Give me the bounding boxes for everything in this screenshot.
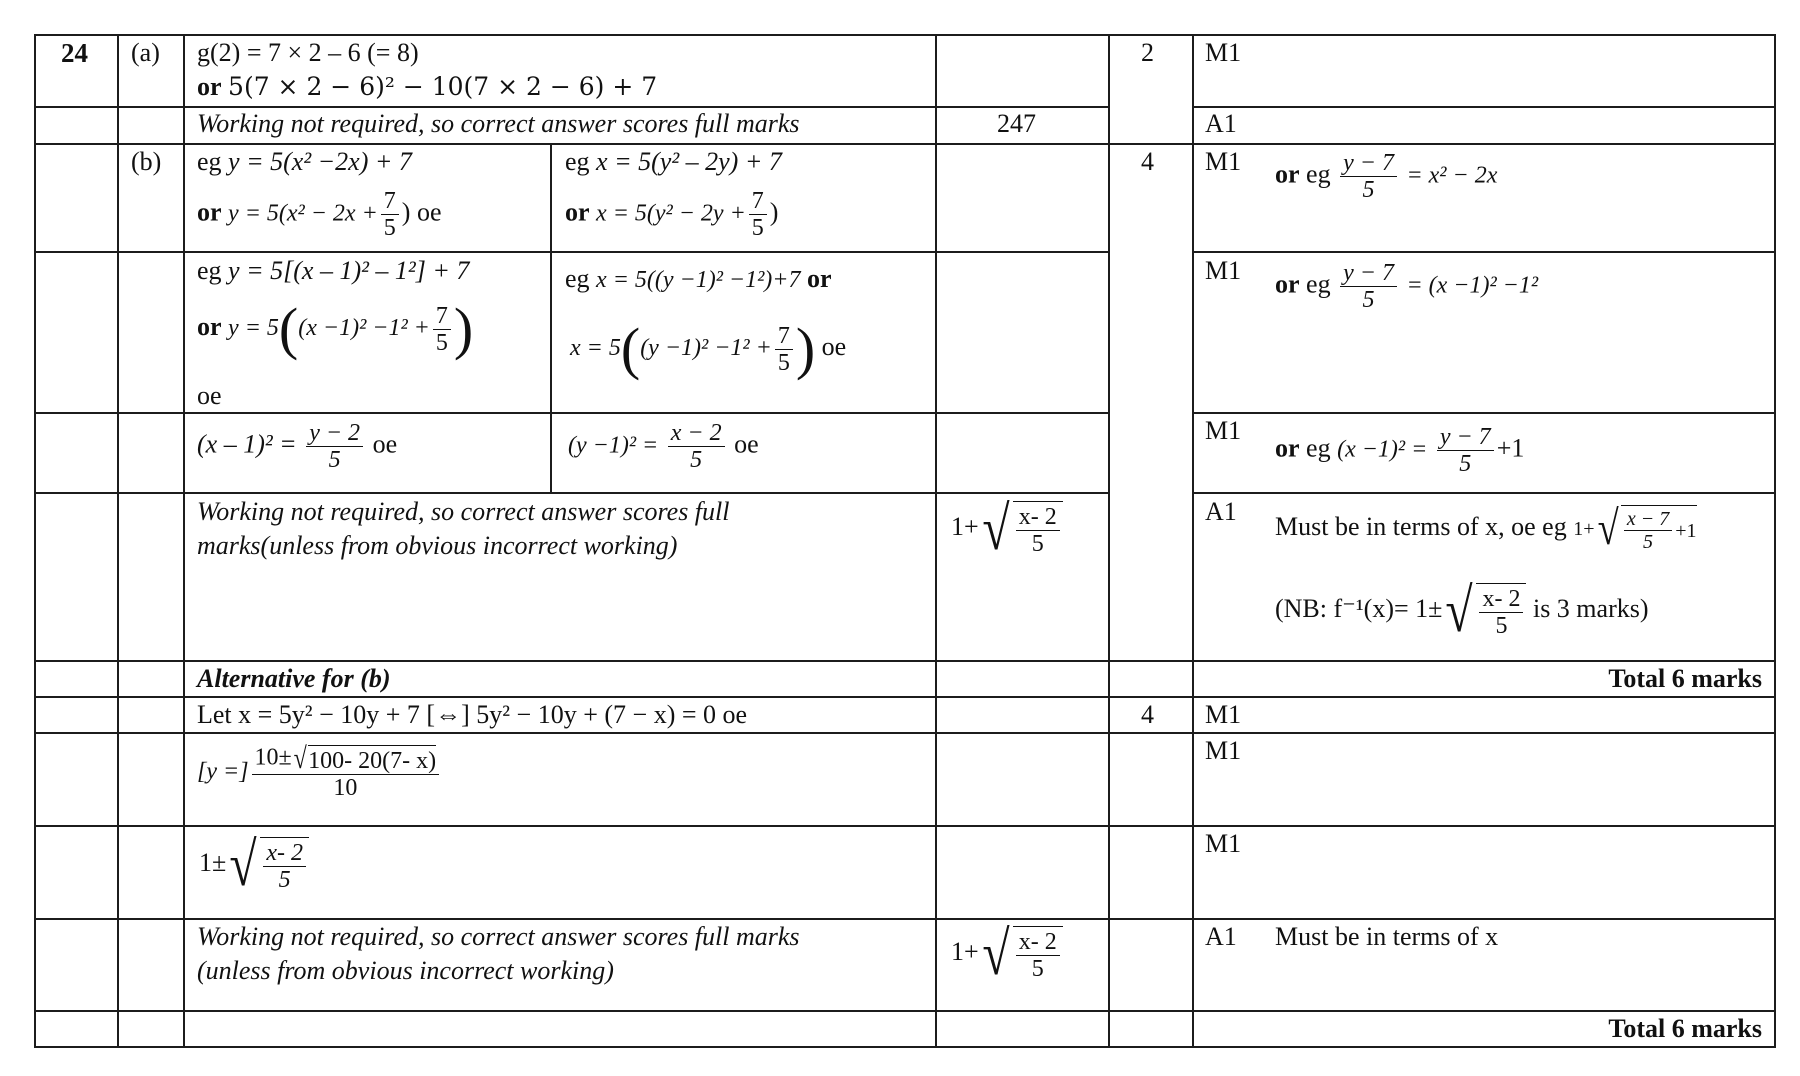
b-r2-left-line2 bbox=[197, 296, 474, 361]
b-r1-left-line1 bbox=[197, 147, 412, 177]
grid-line bbox=[1774, 34, 1776, 1048]
denominator: 5 bbox=[278, 867, 291, 893]
alternative-heading: Alternative for (b) bbox=[197, 664, 391, 693]
numerator: x- 2 bbox=[1479, 586, 1523, 613]
radical-sign: √ bbox=[1445, 577, 1474, 645]
expression: y = 5 bbox=[228, 314, 279, 341]
oe-label: oe bbox=[372, 429, 398, 459]
part-a-alt-expression: 5(7 × 2 − 6)² − 10(7 × 2 − 6) + 7 bbox=[228, 72, 658, 101]
b-r1-mark: M1 bbox=[1205, 147, 1242, 176]
or-keyword: or bbox=[197, 197, 222, 227]
b-r2-mid-line1 bbox=[565, 264, 832, 295]
eg-keyword: eg bbox=[1306, 159, 1331, 189]
radicand-text: 100- 20(7- x) bbox=[308, 747, 437, 774]
eg-keyword: eg bbox=[1306, 269, 1331, 299]
fraction bbox=[381, 188, 399, 241]
fraction bbox=[1340, 260, 1397, 313]
alt-r2-mark: M1 bbox=[1205, 736, 1242, 765]
numerator: 7 bbox=[433, 303, 451, 330]
alt-r1-mark: M1 bbox=[1205, 700, 1242, 729]
fraction bbox=[1624, 508, 1672, 553]
radicand bbox=[308, 745, 436, 774]
expression: 1+ bbox=[951, 936, 979, 966]
alt-total: Total 6 marks bbox=[1608, 1014, 1762, 1043]
or-keyword: or bbox=[1275, 269, 1300, 299]
part-a-working-line2 bbox=[197, 72, 657, 102]
grid-line bbox=[935, 34, 937, 1048]
alt-r3-working bbox=[199, 831, 309, 899]
fraction bbox=[1016, 929, 1060, 982]
expression-tail: +1 bbox=[1675, 519, 1697, 542]
numerator: x − 2 bbox=[668, 420, 725, 447]
expression: 1+ bbox=[951, 511, 979, 541]
denominator: 5 bbox=[435, 329, 448, 356]
alt-r4-answer bbox=[951, 920, 1063, 988]
left-paren: ( bbox=[278, 296, 299, 361]
fraction bbox=[775, 323, 793, 376]
grid-line bbox=[550, 143, 552, 493]
eg-keyword: eg bbox=[197, 147, 222, 176]
b-r1-mid-line2 bbox=[565, 188, 778, 241]
numerator: 7 bbox=[775, 323, 793, 350]
radicand bbox=[1013, 926, 1063, 982]
radical-sign: √ bbox=[982, 495, 1010, 563]
radicand bbox=[1621, 505, 1697, 553]
denominator: 5 bbox=[690, 447, 703, 473]
expression: (NB: f⁻¹(x)= 1± bbox=[1275, 593, 1443, 623]
part-label-a: (a) bbox=[131, 38, 160, 67]
right-paren: ) bbox=[453, 296, 474, 361]
denominator: 5 bbox=[1031, 531, 1044, 557]
fraction bbox=[1479, 586, 1523, 639]
b-r2-mid-line2 bbox=[570, 316, 847, 381]
grid-line bbox=[34, 412, 1110, 414]
expression: 1± bbox=[199, 847, 227, 877]
eg-keyword: eg bbox=[197, 256, 222, 285]
expression-tail: ) bbox=[769, 197, 779, 227]
expression: (x −1)² −1² + bbox=[298, 314, 430, 341]
numerator: 7 bbox=[381, 188, 399, 215]
part-b-total: Total 6 marks bbox=[1608, 664, 1762, 693]
grid-line bbox=[34, 251, 1110, 253]
left-paren: ( bbox=[620, 316, 641, 381]
part-a-mark-a1: A1 bbox=[1205, 109, 1237, 138]
grid-line bbox=[34, 34, 36, 1048]
alt-r4-note-line2: (unless from obvious incorrect working) bbox=[197, 956, 614, 985]
grid-line bbox=[1192, 106, 1776, 108]
grid-line bbox=[34, 143, 1776, 145]
grid-line bbox=[1108, 34, 1110, 1048]
b-r4-note-line1: Working not required, so correct answer scores full bbox=[197, 497, 730, 526]
denominator: 5 bbox=[1362, 287, 1375, 313]
fraction bbox=[1437, 424, 1494, 477]
expression: x = 5((y −1)² −1²)+7 bbox=[596, 267, 801, 293]
denominator: 5 bbox=[1031, 956, 1044, 982]
eg-keyword: eg bbox=[565, 147, 590, 176]
expression: = x² − 2x bbox=[1406, 162, 1498, 189]
b-r2-left-oe: oe bbox=[197, 381, 222, 410]
grid-line bbox=[34, 34, 1776, 36]
comment-text: Must be in terms of x, oe eg bbox=[1275, 511, 1567, 541]
fraction bbox=[306, 420, 363, 473]
denominator: 5 bbox=[328, 447, 341, 473]
fraction bbox=[252, 744, 440, 801]
b-r2-comment bbox=[1275, 260, 1538, 313]
expression: x = 5(y² – 2y) + 7 bbox=[596, 147, 782, 176]
numerator: y − 7 bbox=[1340, 260, 1397, 287]
expression: (x – 1)² = bbox=[197, 429, 297, 459]
grid-line bbox=[34, 492, 1110, 494]
radical-sign: √ bbox=[229, 831, 257, 899]
b-r3-left bbox=[197, 420, 397, 473]
b-r4-answer bbox=[951, 495, 1063, 563]
question-number: 24 bbox=[61, 38, 88, 68]
fraction bbox=[668, 420, 725, 473]
b-r1-comment bbox=[1275, 150, 1497, 203]
numerator: 7 bbox=[749, 188, 767, 215]
oe-label: oe bbox=[734, 429, 759, 459]
alt-marks: 4 bbox=[1141, 700, 1154, 729]
grid-line bbox=[1192, 492, 1776, 494]
expression: = (x −1)² −1² bbox=[1406, 272, 1539, 299]
b-r4-mark: A1 bbox=[1205, 497, 1237, 526]
fraction bbox=[749, 188, 767, 241]
expression: y = 5(x² −2x) + 7 bbox=[228, 147, 412, 176]
b-r1-left-line2 bbox=[197, 188, 441, 241]
alt-r2-working bbox=[197, 744, 442, 801]
oe-label: oe bbox=[821, 331, 847, 361]
expression-tail: is 3 marks) bbox=[1532, 593, 1649, 623]
square-root bbox=[226, 831, 309, 899]
denominator: 5 bbox=[777, 349, 790, 376]
grid-line bbox=[34, 660, 1776, 662]
expression: y = 5(x² − 2x + bbox=[228, 200, 378, 227]
expression: y = 5[(x – 1)² – 1²] + 7 bbox=[228, 256, 470, 285]
numerator: x − 7 bbox=[1624, 508, 1672, 531]
fraction bbox=[1016, 504, 1060, 557]
or-keyword: or bbox=[1275, 159, 1300, 189]
grid-line bbox=[34, 825, 1776, 827]
b-r3-mid bbox=[568, 420, 759, 473]
b-r4-comment bbox=[1275, 498, 1697, 560]
alt-r4-comment: Must be in terms of x bbox=[1275, 922, 1499, 951]
expression: [y =] bbox=[197, 758, 249, 785]
or-keyword: or bbox=[197, 72, 222, 101]
square-root bbox=[1442, 577, 1526, 645]
denominator: 10 bbox=[333, 775, 358, 801]
fraction bbox=[433, 303, 451, 356]
expression-tail: +1 bbox=[1496, 433, 1525, 463]
square-root bbox=[979, 920, 1063, 988]
alt-r3-mark: M1 bbox=[1205, 829, 1242, 858]
b-r1-mid-line1 bbox=[565, 147, 782, 177]
radicand bbox=[1013, 501, 1063, 557]
expression: (y −1)² −1² + bbox=[640, 334, 772, 361]
denominator: 5 bbox=[1459, 451, 1472, 477]
fraction bbox=[263, 840, 306, 893]
square-root bbox=[292, 744, 436, 774]
or-keyword: or bbox=[807, 264, 832, 293]
right-paren: ) bbox=[795, 316, 816, 381]
denominator: 5 bbox=[751, 215, 764, 241]
part-a-working-line1: g(2) = 7 × 2 – 6 (= 8) bbox=[197, 38, 419, 67]
fraction bbox=[1340, 150, 1397, 203]
radical-sign: √ bbox=[1597, 502, 1619, 555]
alt-r1-working: Let x = 5y² − 10y + 7 [⇔] 5y² − 10y + (7 − x) = 0 oe bbox=[197, 700, 748, 729]
b-r3-mark: M1 bbox=[1205, 416, 1242, 445]
numerator: x- 2 bbox=[1016, 504, 1060, 531]
expression: x = 5 bbox=[570, 334, 621, 361]
numerator: y − 7 bbox=[1437, 424, 1494, 451]
expression: 1+ bbox=[1573, 517, 1595, 540]
denominator: 5 bbox=[1495, 613, 1508, 639]
expression: (y −1)² = bbox=[568, 432, 659, 459]
numerator: x- 2 bbox=[263, 840, 306, 867]
part-b-marks: 4 bbox=[1141, 147, 1154, 176]
denominator: 5 bbox=[1643, 531, 1654, 553]
grid-line bbox=[34, 1046, 1776, 1048]
grid-line bbox=[117, 34, 119, 1048]
expression-tail: ) oe bbox=[401, 197, 442, 227]
radical-sign: √ bbox=[293, 742, 307, 775]
expression: x = 5(y² − 2y + bbox=[596, 200, 746, 227]
part-label-b: (b) bbox=[131, 147, 162, 176]
denominator: 5 bbox=[383, 215, 396, 241]
b-r4-note-line2: marks(unless from obvious incorrect working) bbox=[197, 531, 678, 560]
or-keyword: or bbox=[565, 197, 590, 227]
b-r4-nb bbox=[1275, 577, 1649, 645]
grid-line bbox=[1192, 412, 1776, 414]
or-keyword: or bbox=[1275, 433, 1300, 463]
grid-line bbox=[34, 918, 1776, 920]
numerator: y − 7 bbox=[1340, 150, 1397, 177]
grid-line bbox=[34, 106, 1110, 108]
alt-r4-note-line1: Working not required, so correct answer scores full marks bbox=[197, 922, 800, 951]
b-r2-mark: M1 bbox=[1205, 256, 1242, 285]
grid-line bbox=[1192, 34, 1194, 1048]
radicand bbox=[1476, 583, 1526, 639]
numerator: x- 2 bbox=[1016, 929, 1060, 956]
grid-line bbox=[183, 34, 185, 1048]
b-r3-comment bbox=[1275, 424, 1524, 477]
eg-keyword: eg bbox=[565, 264, 590, 293]
radicand bbox=[260, 837, 309, 893]
radical-sign: √ bbox=[982, 920, 1010, 988]
denominator: 5 bbox=[1362, 177, 1375, 203]
part-a-note: Working not required, so correct answer scores full marks bbox=[197, 109, 800, 138]
part-a-answer: 247 bbox=[997, 109, 1036, 138]
part-a-marks: 2 bbox=[1141, 38, 1154, 67]
numerator-prefix: 10± bbox=[254, 744, 292, 771]
b-r2-left-line1 bbox=[197, 256, 469, 286]
grid-line bbox=[34, 732, 1776, 734]
square-root bbox=[979, 495, 1063, 563]
expression: (x −1)² = bbox=[1337, 436, 1428, 463]
or-keyword: or bbox=[197, 311, 222, 341]
numerator: y − 2 bbox=[306, 420, 363, 447]
part-a-mark-m1: M1 bbox=[1205, 38, 1242, 67]
alt-r4-mark: A1 bbox=[1205, 922, 1237, 951]
grid-line bbox=[34, 696, 1776, 698]
square-root bbox=[1595, 498, 1697, 560]
grid-line bbox=[34, 1010, 1776, 1012]
eg-keyword: eg bbox=[1306, 433, 1331, 463]
grid-line bbox=[1192, 251, 1776, 253]
numerator bbox=[252, 744, 440, 775]
